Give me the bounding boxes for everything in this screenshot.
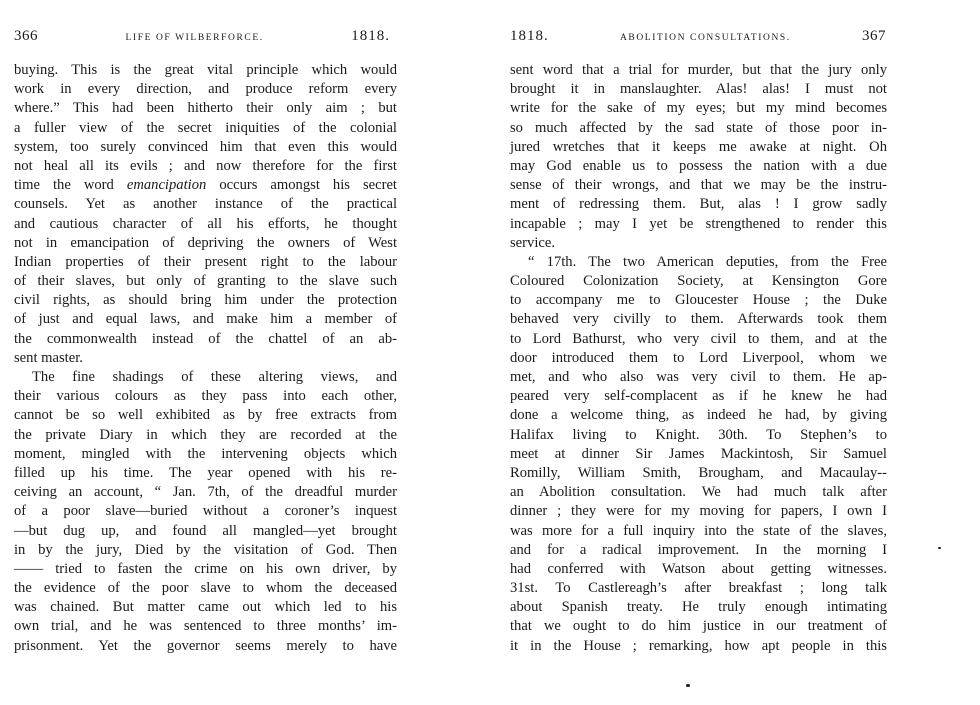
text-line: done a welcome thing, as indeed he had, by giving [510, 407, 887, 424]
text-line: behaved very civilly to them. Afterwards took them [510, 311, 887, 328]
text-line: buying. This is the great vital principle which would [14, 62, 397, 78]
text-line: filled up his time. The year opened with his re- [14, 464, 397, 481]
text-line: work in every direction, and produce reform every [14, 81, 397, 98]
text-line: of their slaves, but only of granting to the slave such [14, 273, 397, 290]
text-line: the private Diary in which they are recorded at the [14, 426, 397, 443]
text-line: —— tried to fasten the crime on his own driver, by [14, 560, 397, 577]
text-line: Romilly, William Smith, Brougham, and Macaulay-- [510, 464, 887, 481]
text-line: door introduced them to Lord Liverpool, whom we [510, 349, 887, 366]
text-line: Coloured Colonization Society, at Kensington Gore [510, 273, 887, 290]
text-line: dinner ; they were for my moving for papers, I own I [510, 503, 887, 520]
text-line: time the word emancipation occurs amongst his secret [14, 177, 397, 194]
text-line: where.” This had been hitherto their only aim ; but [14, 100, 397, 117]
text-line: not in emancipation of depriving the owners of West [14, 234, 397, 251]
text-line: in by the jury, Died by the visitation of God. Then [14, 541, 397, 558]
text-line: of a poor slave—buried without a coroner’s inquest [14, 503, 397, 520]
text-line: the evidence of the poor slave to whom the deceased [14, 580, 397, 597]
text-line: ment of redressing them. But, alas ! I grow sadly [510, 196, 887, 213]
text-line: was more for a full inquiry into the state of the slaves, [510, 522, 887, 539]
text-line: own trial, and he was sentenced to three months’ im- [14, 618, 397, 635]
left-page-year: 1818. [351, 28, 390, 44]
left-page-number: 366 [14, 28, 38, 44]
text-line: The fine shadings of these altering views, and [32, 369, 397, 385]
text-line: and cautious character of all his efforts, he thought [14, 215, 397, 232]
left-page-body-text [14, 61, 397, 656]
text-line: so much affected by the sad state of those poor in- [510, 119, 887, 136]
right-page-number: 367 [861, 28, 886, 44]
text-line: —but dug up, and found all mangled—yet brought [14, 522, 397, 539]
left-page-header [14, 28, 390, 45]
text-line: brought it in manslaughter. Alas! alas! I must not [510, 81, 887, 98]
right-page-header [510, 28, 886, 45]
text-line: sent master. [14, 349, 83, 366]
text-line: had conferred with Watson about getting witnesses. [510, 560, 887, 577]
text-line: sense of their wrongs, and that we may be the instru- [510, 177, 887, 194]
text-line: an Abolition consultation. We had much talk after [510, 484, 887, 501]
text-line: meet at dinner Sir James Mackintosh, Sir Samuel [510, 445, 887, 462]
text-line: it in the House ; remarking, how apt people in this [510, 637, 887, 654]
text-line: and for a radical improvement. In the morning I [510, 541, 887, 558]
right-running-title: ABOLITION CONSULTATIONS. [619, 33, 791, 43]
text-line: to Lord Bathurst, who very civil to them, and at the [510, 330, 887, 347]
text-line: Indian properties of their present right to the labour [14, 253, 397, 270]
print-speck [938, 547, 941, 549]
text-line: a fuller view of the secret iniquities of the colonial [14, 119, 397, 136]
text-line: incapable ; may I yet be strengthened to render this [510, 215, 887, 232]
text-line: service. [510, 234, 555, 251]
right-page [490, 0, 980, 705]
text-line: Halifax living to Knight. 30th. To Stephen’s to [510, 426, 887, 443]
text-line: “ 17th. The two American deputies, from the Free [528, 253, 887, 270]
print-speck [686, 684, 690, 687]
right-page-year: 1818. [510, 28, 549, 44]
text-line: to accompany me to Gloucester House ; the Duke [510, 292, 887, 309]
text-line: ceiving an account, “ Jan. 7th, of the dreadful murder [14, 484, 397, 501]
text-line: that we ought to do him justice in our treatment of [510, 618, 887, 635]
text-line: sent word that a trial for murder, but that the jury only [510, 62, 887, 78]
text-line: civil rights, as should bring him under the protection [14, 292, 397, 309]
emphasized-word: emancipation [126, 177, 207, 194]
text-line: jured wretches that it keeps me awake at night. Oh [510, 138, 887, 155]
text-line: their various colours as they pass into each other, [14, 388, 397, 405]
text-line: moment, mingled with the intervening objects which [14, 445, 397, 462]
text-line: 31st. To Castlereagh’s after breakfast ; long talk [510, 580, 887, 597]
text-line: about Spanish treaty. He truly enough intimating [510, 599, 887, 616]
text-line: not heal all its evils ; and now therefore for the first [14, 157, 397, 174]
text-line: the commonwealth instead of the chattel of an ab- [14, 330, 397, 347]
text-line: peared very self-complacent as if he knew he had [510, 388, 887, 405]
text-line: write for the sake of my eyes; but my mind becomes [510, 100, 887, 117]
text-line: cannot be so well exhibited as by free extracts from [14, 407, 397, 424]
text-line: may God enable us to possess the nation with a due [510, 157, 887, 174]
left-running-title: LIFE OF WILBERFORCE. [125, 33, 264, 43]
text-line: system, too surely convinced him that even this would [14, 138, 397, 155]
text-line: counsels. Yet as another instance of the practical [14, 196, 397, 213]
text-line: met, and who also was very civil to them. He ap- [510, 369, 887, 385]
text-line: was chained. But matter came out which led to his [14, 599, 397, 616]
right-page-body-text [510, 61, 887, 656]
text-line: prisonment. Yet the governor seems merely to have [14, 637, 397, 654]
text-line: of just and equal laws, and make him a member of [14, 311, 397, 328]
